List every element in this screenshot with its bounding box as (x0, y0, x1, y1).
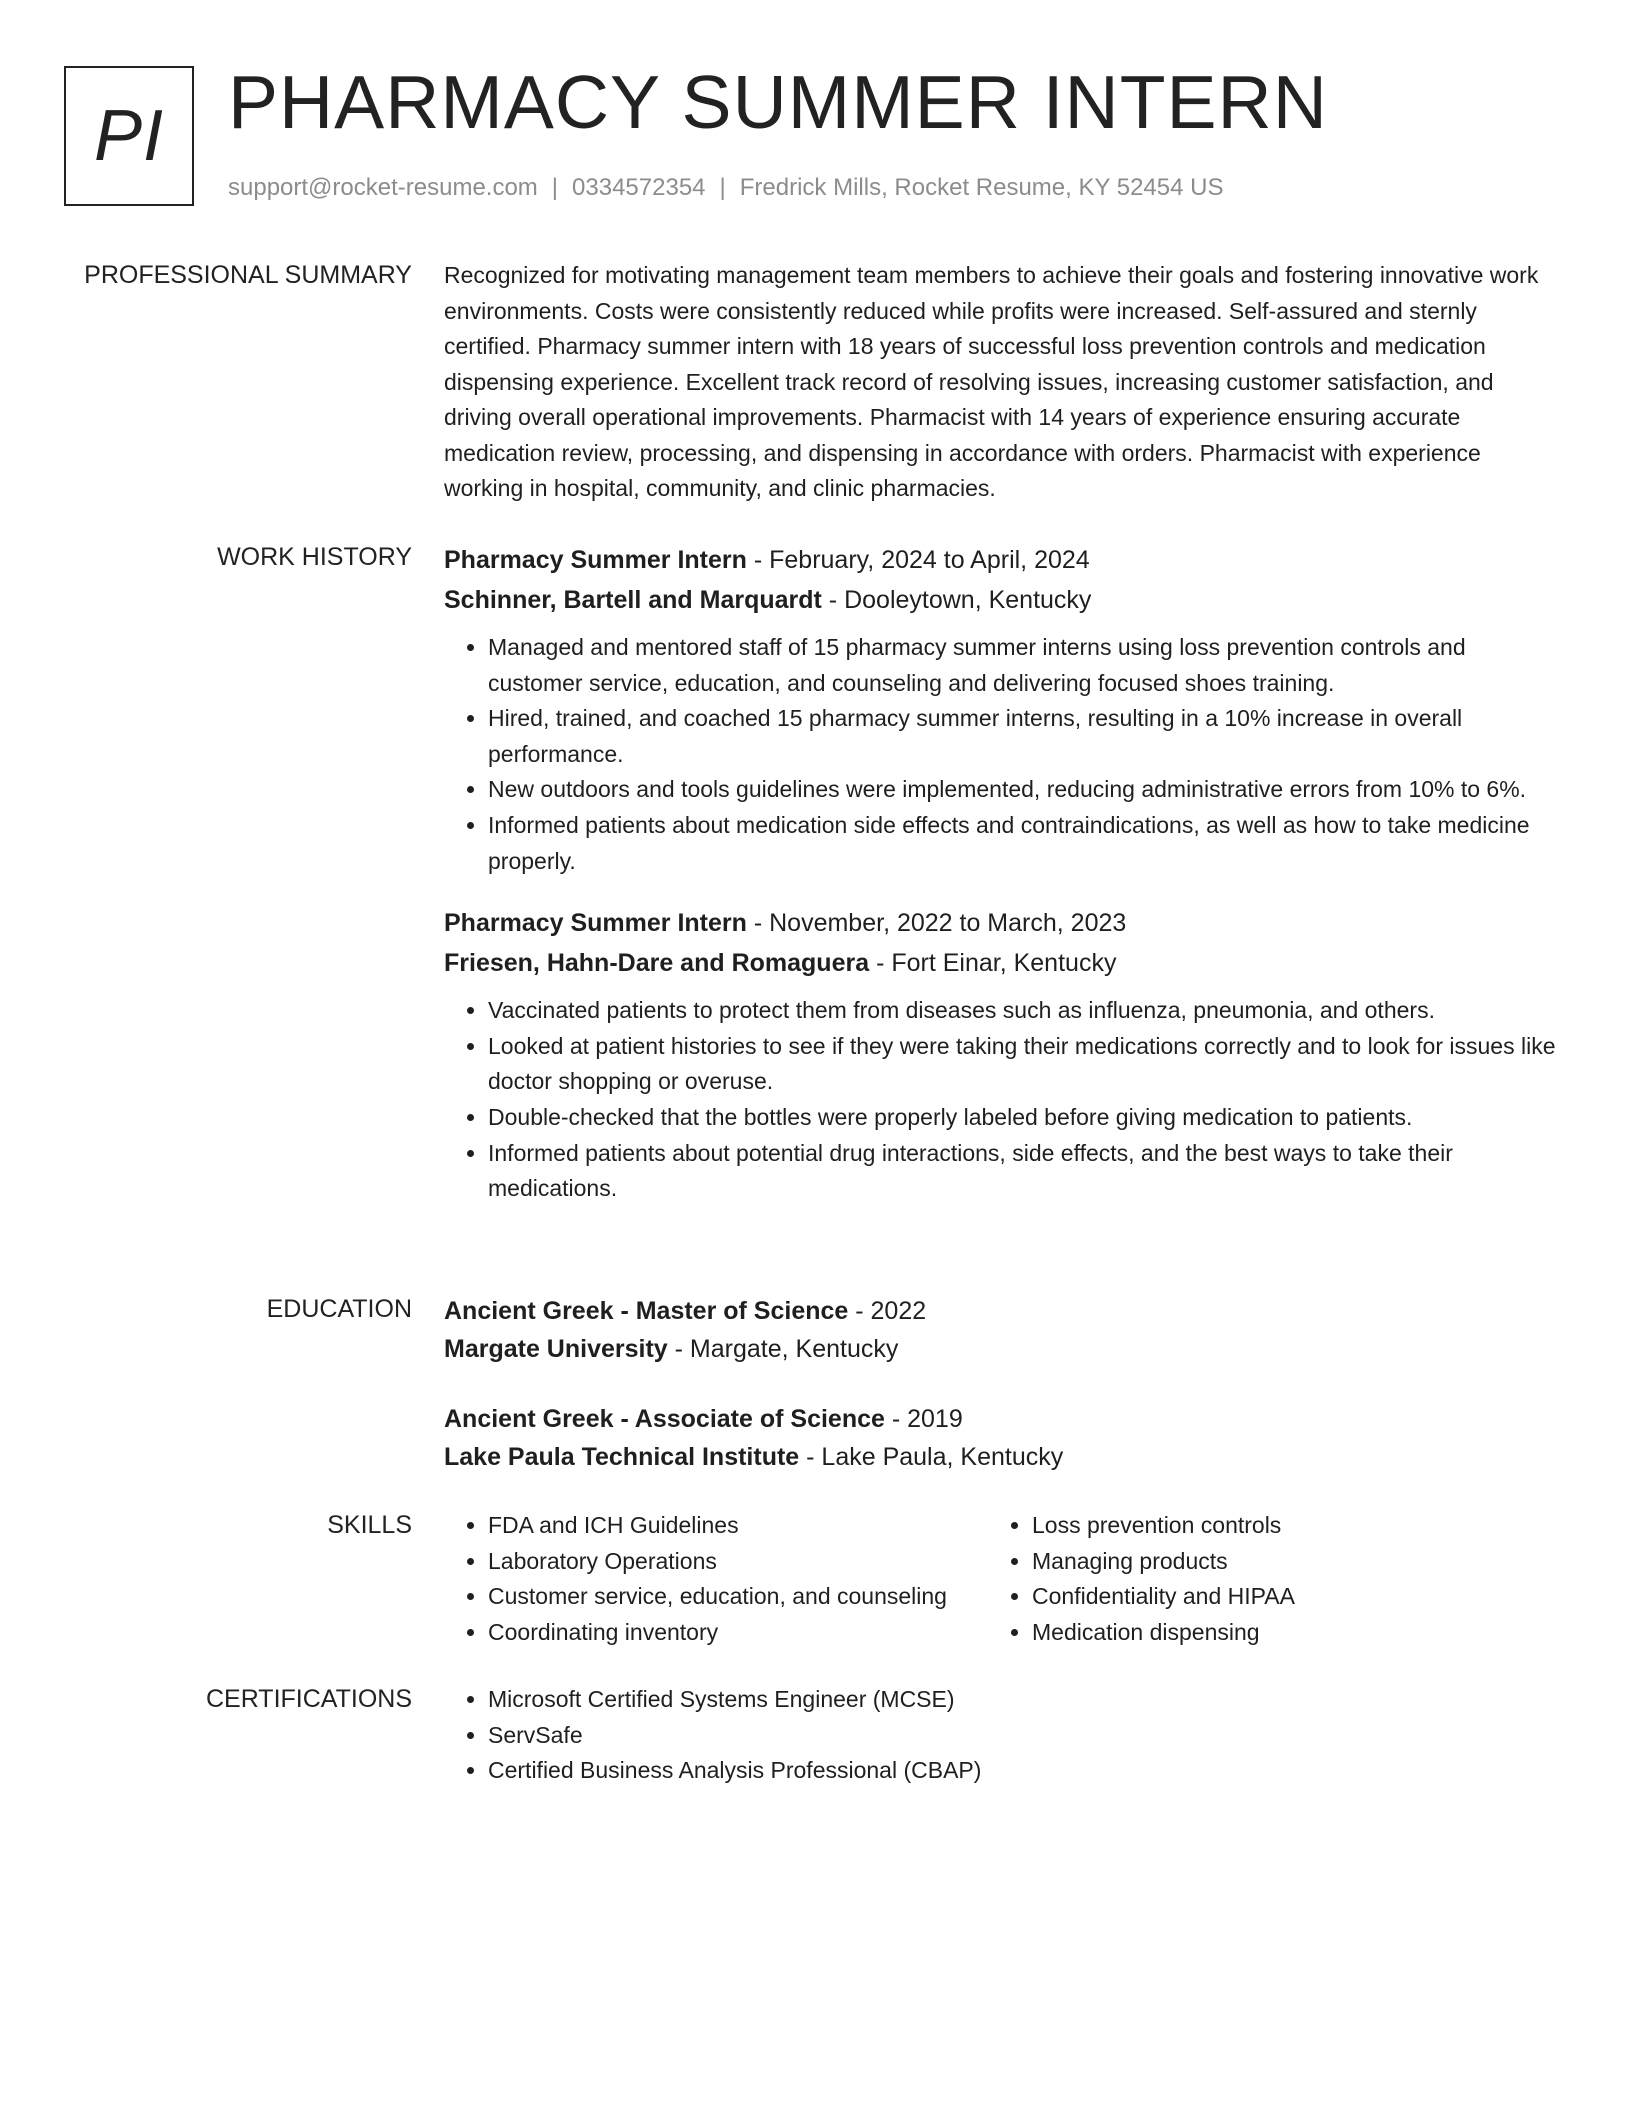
job-entry (444, 540, 1559, 879)
edu-school-line (444, 1330, 1559, 1368)
contact-phone: 0334572354 (572, 174, 706, 201)
list-item: • Looked at patient histories to see if they were taking their medications correctly and to look for issues like doctor shopping or overuse. (488, 1029, 1559, 1100)
list-item: • Coordinating inventory (488, 1615, 988, 1651)
list-item: • Hired, trained, and coached 15 pharmacy summer interns, resulting in a 10% increase in overall performance. (488, 701, 1559, 772)
certifications-list (444, 1682, 1559, 1789)
list-item: • Customer service, education, and counseling (488, 1579, 988, 1615)
list-item: • Informed patients about medication side effects and contraindications, as well as how to take medicine properly. (488, 808, 1559, 879)
education-entry (444, 1292, 1559, 1368)
job-role-line (444, 540, 1559, 580)
list-item: • Confidentiality and HIPAA (1032, 1579, 1295, 1615)
list-item: • Loss prevention controls (1032, 1508, 1295, 1544)
job-dates: - February, 2024 to April, 2024 (746, 546, 1090, 574)
skills-column (988, 1508, 1295, 1650)
list-item: • Managing products (1032, 1544, 1295, 1580)
list-item: • FDA and ICH Guidelines (488, 1508, 988, 1544)
edu-school: Margate University (444, 1335, 668, 1363)
list-item: • New outdoors and tools guidelines were implemented, reducing administrative errors from 10% to 6%. (488, 772, 1559, 808)
edu-school: Lake Paula Technical Institute (444, 1443, 800, 1471)
job-role: Pharmacy Summer Intern (444, 909, 747, 938)
skills-body (444, 1508, 1559, 1650)
summary-text: Recognized for motivating management team members to achieve their goals and fostering innovative work environments. Costs were consistently reduced while profits were increased. Self-assured and sternly certified. Pharmacy summer intern with 18 years of successful loss prevention controls and medication dispensing experience. Excellent track record of resolving issues, increasing customer satisfaction, and driving overall operational improvements. Pharmacist with 14 years of experience ensuring accurate medication review, processing, and dispensing in accordance with orders. Pharmacist with experience working in hospital, community, and clinic pharmacies. (444, 262, 1539, 501)
education-entry (444, 1400, 1559, 1476)
job-bullets (444, 993, 1559, 1207)
summary-body (444, 258, 1559, 507)
list-item: • Certified Business Analysis Professional (CBAP) (488, 1753, 1559, 1789)
contact-separator: | (551, 174, 559, 201)
section-title: CERTIFICATIONS (205, 1685, 412, 1713)
list-item: • Informed patients about potential drug interactions, side effects, and the best ways to take their medications. (488, 1136, 1559, 1207)
edu-degree-line (444, 1400, 1559, 1438)
job-company: Schinner, Bartell and Marquardt (444, 586, 822, 614)
edu-school-line (444, 1438, 1559, 1476)
contact-separator: | (719, 174, 726, 201)
job-location: - Dooleytown, Kentucky (821, 586, 1092, 614)
list-item: • Double-checked that the bottles were properly labeled before giving medication to patients. (488, 1100, 1559, 1136)
section-title: EDUCATION (266, 1295, 412, 1323)
job-dates: - November, 2022 to March, 2023 (746, 909, 1127, 938)
list-item: • Medication dispensing (1032, 1615, 1295, 1651)
contact-email: support@rocket-resume.com (228, 174, 538, 201)
section-title: SKILLS (327, 1511, 412, 1539)
list-item: • Microsoft Certified Systems Engineer (MCSE) (488, 1682, 1559, 1718)
job-company-line (444, 943, 1559, 983)
job-company: Friesen, Hahn-Dare and Romaguera (444, 949, 870, 978)
edu-location: - Lake Paula, Kentucky (799, 1443, 1064, 1471)
skills-column (444, 1508, 988, 1650)
job-role: Pharmacy Summer Intern (444, 546, 747, 574)
edu-degree: Ancient Greek - Associate of Science (444, 1405, 885, 1433)
list-item: • Vaccinated patients to protect them from diseases such as influenza, pneumonia, and others. (488, 993, 1559, 1029)
edu-degree: Ancient Greek - Master of Science (444, 1297, 849, 1325)
job-role-line (444, 903, 1559, 943)
list-item: • Managed and mentored staff of 15 pharmacy summer interns using loss prevention controls and customer service, education, and counseling and delivering focused shoes training. (488, 630, 1559, 701)
certifications-body (444, 1682, 1559, 1789)
edu-degree-line (444, 1292, 1559, 1330)
job-company-line (444, 580, 1559, 620)
job-entry (444, 903, 1559, 1207)
job-bullets (444, 630, 1559, 879)
education-body (444, 1292, 1559, 1508)
candidate-name: PHARMACY SUMMER INTERN (228, 60, 1328, 144)
job-location: - Fort Einar, Kentucky (869, 949, 1117, 978)
list-item: • ServSafe (488, 1718, 1559, 1754)
contact-line (228, 174, 1223, 202)
edu-year: - 2022 (848, 1297, 927, 1325)
list-item: • Laboratory Operations (488, 1544, 988, 1580)
edu-location: - Margate, Kentucky (667, 1335, 899, 1363)
monogram-initials: PI (93, 96, 165, 176)
work-history-body (444, 540, 1559, 1231)
section-title: WORK HISTORY (217, 543, 412, 571)
contact-address: Fredrick Mills, Rocket Resume, KY 52454 US (739, 174, 1224, 201)
edu-year: - 2019 (884, 1405, 963, 1433)
monogram (64, 66, 194, 206)
section-title: PROFESSIONAL SUMMARY (84, 261, 412, 289)
